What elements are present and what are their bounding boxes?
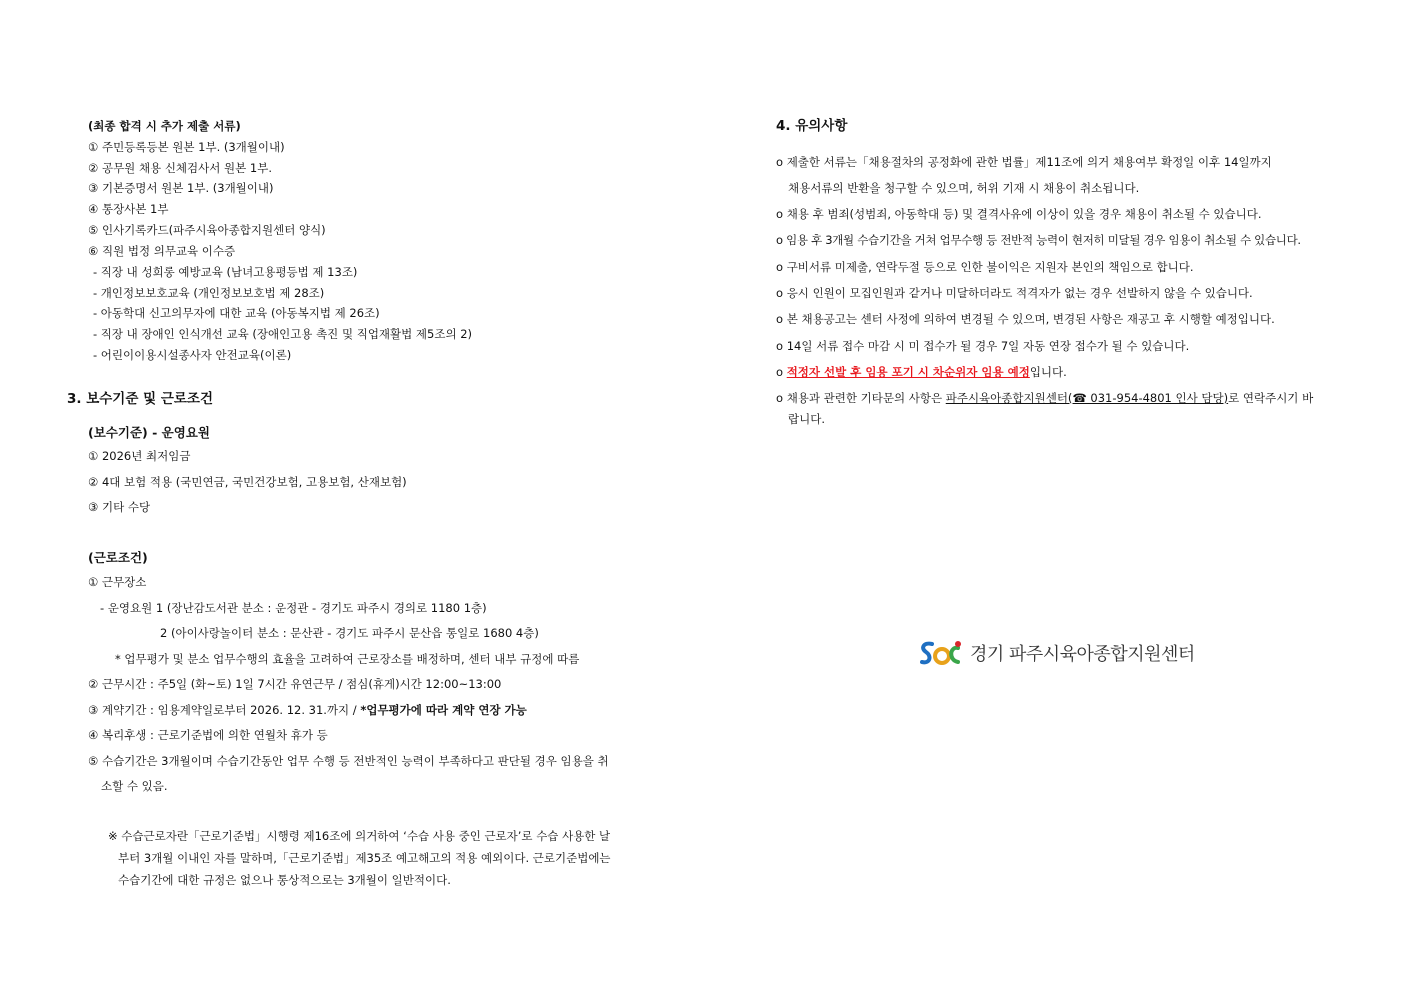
probation-line-2: 소할 수 있음.	[101, 779, 168, 793]
contract-period	[88, 704, 527, 718]
edu-item: - 직장 내 성희롱 예방교육 (남녀고용평등법 제 13조)	[93, 265, 358, 279]
probation-line-1: ⑤ 수습기간은 3개월이며 수습기간동안 업무 수행 등 전반적인 능력이 부족하다고 판단될 경우 임용을 취	[88, 754, 609, 768]
contract-text: ③ 계약기간 : 임용계약일로부터 2026. 12. 31.까지 /	[88, 703, 361, 717]
pay-item: ③ 기타 수당	[88, 500, 151, 514]
work-place-label: ① 근무장소	[88, 575, 147, 589]
notice-3: o 임용 후 3개월 수습기간을 거쳐 업무수행 등 전반적 능력이 현저히 미달될 경우 임용이 취소될 수 있습니다.	[776, 233, 1301, 247]
notice-1b: 채용서류의 반환을 청구할 수 있으며, 허위 기재 시 채용이 취소됩니다.	[788, 181, 1140, 195]
edu-item: - 개인정보보호교육 (개인정보보호법 제 28조)	[93, 286, 325, 300]
center-logo-text: 경기 파주시육아종합지원센터	[970, 644, 1195, 665]
notice-1a: o 제출한 서류는「채용절차의 공정화에 관한 법률」제11조에 의거 채용여부 확정일 이후 14일까지	[776, 155, 1272, 169]
notice-8-highlight: 적정자 선발 후 임용 포기 시 차순위자 임용 예정	[786, 365, 1030, 379]
notice-7: o 14일 서류 접수 마감 시 미 접수가 될 경우 7일 자동 연장 접수가 될 수 있습니다.	[776, 339, 1190, 353]
pay-item: ② 4대 보험 적용 (국민연금, 국민건강보험, 고용보험, 산재보험)	[88, 475, 407, 489]
edu-item: - 아동학대 신고의무자에 대한 교육 (아동복지법 제 26조)	[93, 306, 380, 320]
probation-note-1: ※ 수습근로자란「근로기준법」시행령 제16조에 의거하여 ‘수습 사용 중인 근로자’로 수습 사용한 날	[108, 829, 611, 843]
notice-9	[776, 392, 1313, 406]
notice-5: o 응시 인원이 모집인원과 같거나 미달하더라도 적격자가 없는 경우 선발하지 않을 수 있습니다.	[776, 286, 1253, 300]
notice-4: o 구비서류 미제출, 연락두절 등으로 인한 불이익은 지원자 본인의 책임으로 합니다.	[776, 260, 1194, 274]
notice-8-bullet: o	[776, 365, 787, 379]
edu-item: - 직장 내 장애인 인식개선 교육 (장애인고용 촉진 및 직업재활법 제5조의 2)	[93, 327, 473, 341]
contact-link[interactable]: 파주시육아종합지원센터(☎ 031-954-4801 인사 담당)	[945, 391, 1229, 405]
doc-item: ④ 통장사본 1부	[88, 202, 169, 216]
contract-note: *업무평가에 따라 계약 연장 가능	[360, 703, 527, 717]
section-3-heading: 3. 보수기준 및 근로조건	[67, 391, 213, 407]
work-hours: ② 근무시간 : 주5일 (화~토) 1일 7시간 유연근무 / 점심(휴게)시간 12:00~13:00	[88, 677, 502, 691]
work-place-1: - 운영요원 1 (장난감도서관 분소 : 운정관 - 경기도 파주시 경의로 1180 1층)	[100, 601, 487, 615]
notice-6: o 본 채용공고는 센터 사정에 의하여 변경될 수 있으며, 변경된 사항은 재공고 후 시행할 예정입니다.	[776, 312, 1275, 326]
notice-9-suffix: 로 연락주시기 바	[1228, 391, 1314, 405]
notice-8	[776, 366, 1067, 380]
docs-title: (최종 합격 시 추가 제출 서류)	[88, 119, 241, 133]
doc-item: ⑤ 인사기록카드(파주시육아종합지원센터 양식)	[88, 223, 326, 237]
notice-2: o 채용 후 범죄(성범죄, 아동학대 등) 및 결격사유에 이상이 있을 경우 채용이 취소될 수 있습니다.	[776, 207, 1262, 221]
edu-item: - 어린이이용시설종사자 안전교육(이론)	[93, 348, 292, 362]
notice-9-prefix: o 채용과 관련한 기타문의 사항은	[776, 391, 946, 405]
doc-item: ⑥ 직원 법정 의무교육 이수증	[88, 244, 236, 258]
probation-note-3: 수습기간에 대한 규정은 없으나 통상적으로는 3개월이 일반적이다.	[118, 873, 451, 887]
work-title: (근로조건)	[88, 550, 148, 565]
work-place-2: 2 (아이사랑놀이터 분소 : 문산관 - 경기도 파주시 문산읍 통일로 1680 4층)	[160, 626, 539, 640]
doc-item: ② 공무원 채용 신체검사서 원본 1부.	[88, 161, 272, 175]
notice-9b: 랍니다.	[788, 412, 825, 426]
center-logo	[918, 638, 1195, 668]
work-place-note: * 업무평가 및 분소 업무수행의 효율을 고려하여 근로장소를 배정하며, 센터 내부 규정에 따름	[115, 652, 580, 666]
pay-item: ① 2026년 최저임금	[88, 449, 191, 463]
center-logo-icon	[918, 638, 964, 668]
pay-title: (보수기준) - 운영요원	[88, 425, 210, 440]
probation-note-2: 부터 3개월 이내인 자를 말하며,「근로기준법」제35조 예고해고의 적용 예외이다. 근로기준법에는	[118, 851, 611, 865]
notice-8-suffix: 입니다.	[1029, 365, 1067, 379]
doc-item: ③ 기본증명서 원본 1부. (3개월이내)	[88, 181, 274, 195]
doc-item: ① 주민등록등본 원본 1부. (3개월이내)	[88, 140, 285, 154]
welfare: ④ 복리후생 : 근로기준법에 의한 연월차 휴가 등	[88, 728, 328, 742]
section-4-heading: 4. 유의사항	[776, 118, 848, 134]
